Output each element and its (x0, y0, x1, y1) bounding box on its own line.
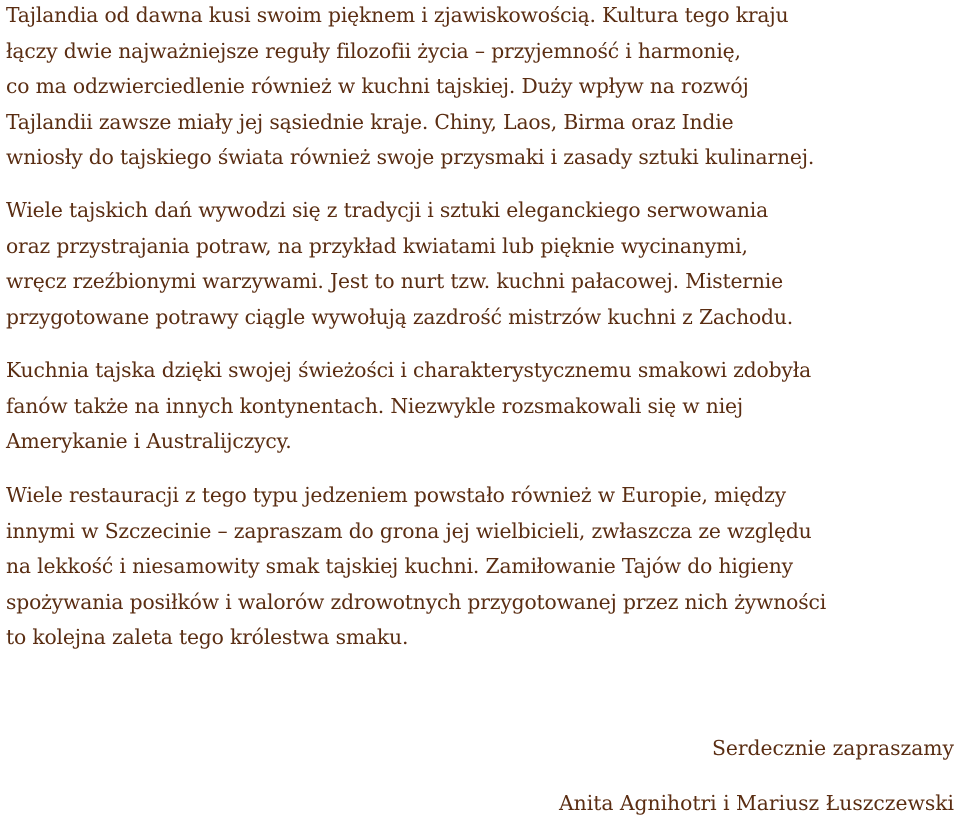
author-signature: Anita Agnihotri i Mariusz Łuszczewski (559, 791, 954, 815)
paragraph-palace-cuisine: Wiele tajskich dań wywodzi się z tradycji i sztuki eleganckiego serwowania oraz przystrajania potraw, na przykład kwiatami lub pięknie wycinanymi, wręcz rzeźbionymi warzywami. Jest to nurt tzw. kuchni pałacowej. Misternie przygotowane potrawy ciągle wywołują zazdrość mistrzów kuchni z Zachodu. (6, 198, 794, 329)
closing-greeting: Serdecznie zapraszamy (711, 736, 954, 760)
paragraph-restaurants: Wiele restauracji z tego typu jedzeniem powstało również w Europie, między innymi w Szczecinie – zapraszam do grona jej wielbicieli, zwłaszcza ze względu na lekkość i niesamowity smak tajskiej kuchni. Zamiłowanie Tajów do higieny spożywania posiłków i walorów zdrowotnych przygotowanej przez nich żywności to kolejna zaleta tego królestwa smaku. (6, 483, 827, 649)
paragraph-popularity: Kuchnia tajska dzięki swojej świeżości i charakterystycznemu smakowi zdobyła fanów także na innych kontynentach. Niezwykle rozsmakowali się w niej Amerykanie i Australijczycy. (6, 358, 812, 453)
paragraph-intro: Tajlandia od dawna kusi swoim pięknem i zjawiskowością. Kultura tego kraju łączy dwie najważniejsze reguły filozofii życia – przyjemność i harmonię, co ma odzwierciedlenie również w kuchni tajskiej. Duży wpływ na rozwój Tajlandii zawsze miały jej sąsiednie kraje. Chiny, Laos, Birma oraz Indie wniosły do tajskiego świata również swoje przysmaki i zasady sztuki kulinarnej. (6, 3, 815, 169)
